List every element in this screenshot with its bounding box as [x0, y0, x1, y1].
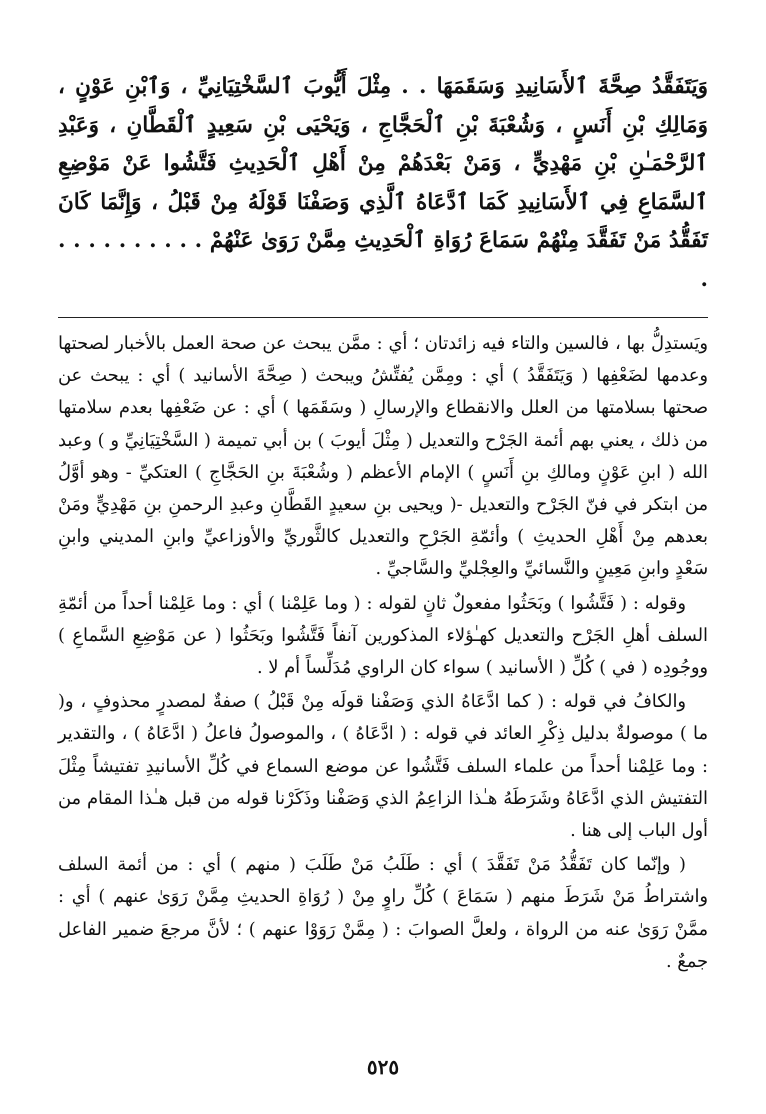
commentary-paragraph-3: والكافُ في قوله : ( كما ادَّعَاهُ الذي وَصَفْنا قولَه مِنْ قَبْلُ ) صفةٌ لمصدرٍ محذوفٍ ، و( ما ) موصولةٌ بدليل ذِكْرِ العائد في قوله : ( ادَّعَاهُ ) ، والموصولُ فاعلُ ( ادَّعَاهُ ) ، والتقدير : وما عَلِمْنا أحداً من علماء السلف فَتَّشُوا عن موضع السماع في كُلِّ الأسانيدِ تفتيشاً مِثْلَ التفتيش الذي ادَّعَاهُ وشَرَطَهُ هـٰذا الزاعِمُ الذي وَصَفْنا وذَكَرْنا قوله من قبل هـٰذا المقام من أول الباب إلى هنا .: [58, 691, 708, 842]
page-number: ٥٢٥: [366, 1055, 400, 1079]
page-body: [58, 68, 708, 980]
main-hadith-text: وَيَتَفَقَّدُ صِحَّةَ ٱلأَسَانِيدِ وَسَقَمَهَا . . مِثْلَ أَيُّوبَ ٱلسَّخْتِيَانِيِّ ، وَٱبْنِ عَوْنٍ ، وَمَالِكِ بْنِ أَنَسٍ ، وَشُعْبَةَ بْنِ ٱلْحَجَّاجِ ، وَيَحْيَى بْنِ سَعِيدٍ ٱلْقَطَّانِ ، وَعَبْدِ ٱلرَّحْمَـٰنِ بْنِ مَهْدِيٍّ ، وَمَنْ بَعْدَهُمْ مِنْ أَهْلِ ٱلْحَدِيثِ فَتَّشُوا عَنْ مَوْضِعِ ٱلسَّمَاعِ فِي ٱلأَسَانِيدِ كَمَا ٱدَّعَاهُ ٱلَّذِي وَصَفْنَا قَوْلَهُ مِنْ قَبْلُ ، وَإِنَّمَا كَانَ تَفَقُّدُ مَنْ تَفَقَّدَ مِنْهُمْ سَمَاعَ رُوَاةِ ٱلْحَدِيثِ مِمَّنْ رَوَىٰ عَنْهُمْ . . . . . . . . . . .: [58, 74, 708, 292]
commentary-paragraph-1: ويَستدِلُّ بها ، فالسين والتاء فيه زائدتان ؛ أي : ممَّن يبحث عن صحة العمل بالأخبار لصحتها وعدمها لضَعْفِها ( وَيَتَفَقَّدُ ) أي : ومِمَّن يُفتِّشُ ويبحث ( صِحَّةَ الأسانيد ) أي : يبحث عن صحتها بسلامتها من العلل والانقطاع والإرسالِ ( وسَقَمَها ) أي : عن ضَعْفِها بعدم سلامتها من ذلك ، يعني بهم أئمة الجَرْح والتعديل ( مِثْلَ أيوبَ ) بن أبي تميمة ( السَّخْتِيَانِيِّ و ) وعبد الله ( ابنِ عَوْنٍ ومالكِ بنِ أَنَسٍ ) الإمام الأعظم ( وشُعْبَةَ بنِ الحَجَّاجِ ) العتكيِّ - وهو أوَّلُ من ابتكر في فنّ الجَرْح والتعديل -( ويحيى بنِ سعيدٍ القَطَّانِ وعبدِ الرحمنِ بنِ مَهْدِيٍّ ومَنْ بعدهم مِنْ أَهْلِ الحديثِ ) وأئمّةِ الجَرْحِ والتعديل كالثَّوريِّ والأوزاعيِّ وابنِ المديني وابنِ سَعْدٍ وابنِ مَعِينٍ والنَّسائيِّ والعِجْليِّ والسَّاجيِّ .: [58, 333, 708, 580]
commentary-paragraph-2: وقوله : ( فَتَّشُوا ) وبَحَثُوا مفعولٌ ثانٍ لقوله : ( وما عَلِمْنا ) أي : وما عَلِمْنا أحداً من أئمّةِ السلف أهلِ الجَرْح والتعديل كهـٰؤلاء المذكورين آنفاً فَتَّشُوا وبَحَثُوا ( عن مَوْضِعِ السَّماعِ ) ووجُودِه ( في ) كُلِّ ( الأسانيد ) سواء كان الراوي مُدَلِّساً أم لا .: [58, 592, 708, 679]
commentary-paragraph-4: ( وإنّما كان تَفَقُّدُ مَنْ تَفَقَّدَ ) أي : طَلَبُ مَنْ طَلَبَ ( منهم ) أي : من أئمة السلف واشتراطُ مَنْ شَرَطَ منهم ( سَمَاعَ ) كُلِّ راوٍ مِنْ ( رُوَاةِ الحديثِ مِمَّنْ رَوَىٰ عنهم ) أي : ممَّنْ رَوَىٰ عنه من الرواة ، ولعلَّ الصوابَ : ( مِمَّنْ رَوَوْا عنهم ) ؛ لأنَّ مرجعَ ضمير الفاعل جمعٌ .: [58, 854, 708, 972]
footnote-divider: [58, 317, 708, 318]
